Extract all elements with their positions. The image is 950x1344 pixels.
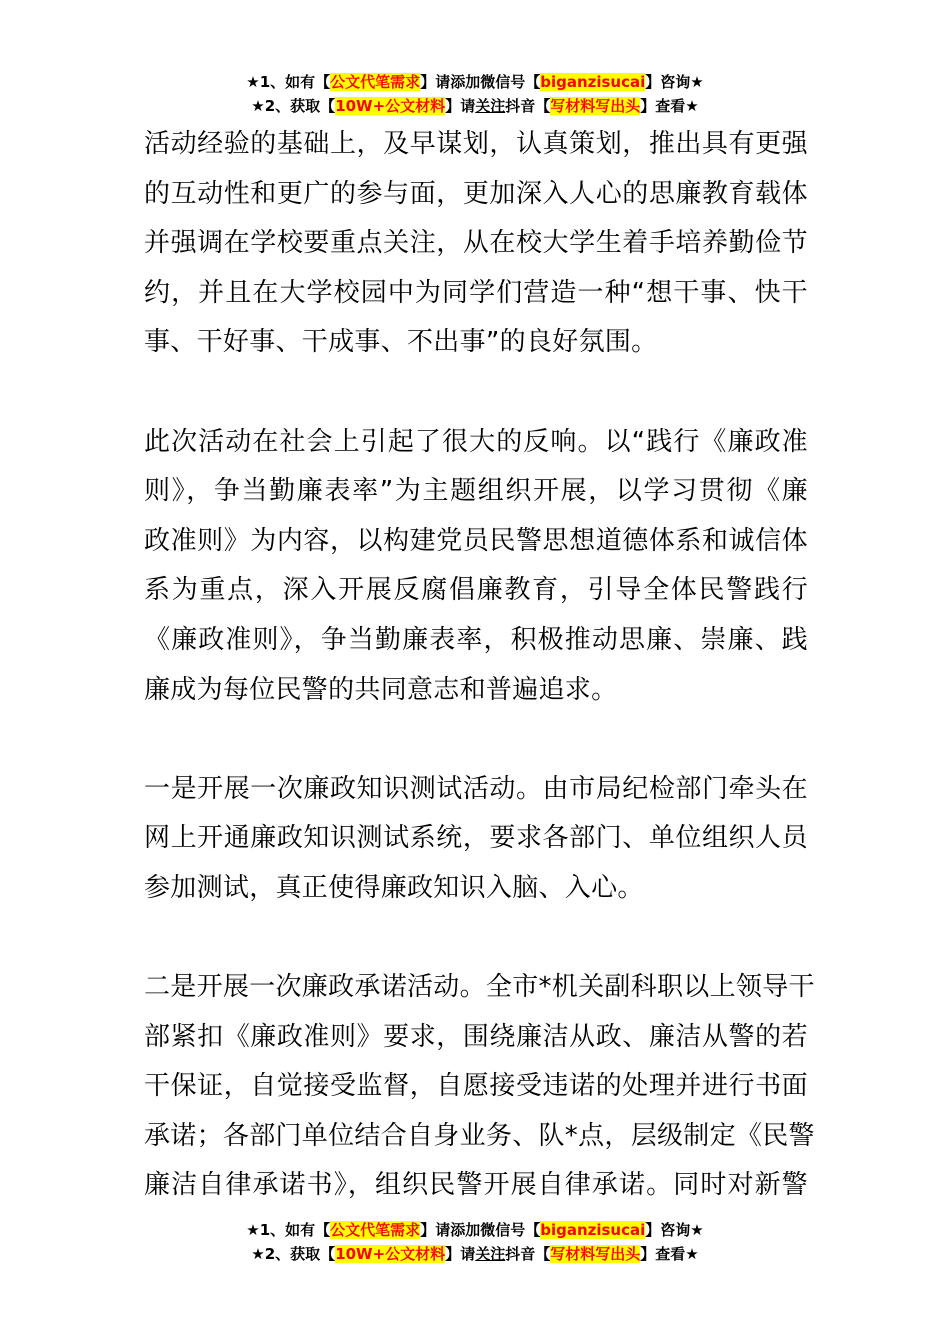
promo-highlight: 10W+公文材料 — [335, 1245, 446, 1263]
text-line: 系为重点，深入开展反腐倡廉教育，引导全体民警践行 — [144, 575, 808, 606]
promo-highlight: 公文代笔需求 — [330, 1221, 421, 1239]
text-line: 《廉政准则》，争当勤廉表率，积极推动思廉、崇廉、践 — [144, 624, 808, 655]
douyin-highlight: 写材料写出头 — [550, 1245, 641, 1263]
text-line: 干保证，自觉接受监督，自愿接受违诺的处理并进行书面 — [144, 1071, 808, 1102]
text-line: 廉洁自律承诺书》，组织民警开展自律承诺。同时对新警 — [144, 1170, 808, 1201]
follow-underlined: 关注 — [475, 97, 506, 115]
text-line: 廉成为每位民警的共同意志和普遍追求。 — [144, 674, 618, 705]
text-line: 一是开展一次廉政知识测试活动。由市局纪检部门牵头在 — [144, 773, 808, 804]
text-line: 参加测试，真正使得廉政知识入脑、入心。 — [144, 872, 644, 903]
paragraph — [144, 120, 808, 368]
promo-highlight: 公文代笔需求 — [330, 73, 421, 91]
text-line: 承诺；各部门单位结合自身业务、队*点，层级制定《民警 — [144, 1120, 815, 1151]
text-line: 则》，争当勤廉表率”为主题组织开展，以学习贯彻《廉 — [144, 476, 808, 507]
promo-line-2: ★2、获取【10W+公文材料】请关注抖音【写材料写出头】查看★ — [251, 97, 699, 115]
document-body — [144, 120, 815, 1261]
text-line: 二是开展一次廉政承诺活动。全市*机关副科职以上领导干 — [144, 972, 815, 1003]
text-line: 并强调在学校要重点关注，从在校大学生着手培养勤俭节 — [144, 228, 808, 259]
promo-highlight: 10W+公文材料 — [335, 97, 446, 115]
wechat-id-highlight: biganzisucai — [540, 73, 646, 91]
promo-line-1: ★1、如有【公文代笔需求】请添加微信号【biganzisucai】咨询★ — [246, 1221, 704, 1239]
follow-underlined: 关注 — [475, 1245, 506, 1263]
text-line: 部紧扣《廉政准则》要求，围绕廉洁从政、廉洁从警的若 — [144, 1021, 808, 1052]
text-line: 活动经验的基础上，及早谋划，认真策划，推出具有更强 — [144, 129, 808, 159]
promo-banner-top — [0, 70, 950, 118]
promo-line-1: ★1、如有【公文代笔需求】请添加微信号【biganzisucai】咨询★ — [246, 73, 704, 91]
text-line: 事、干好事、干成事、不出事”的良好氛围。 — [144, 327, 658, 358]
text-line: 网上开通廉政知识测试系统，要求各部门、单位组织人员 — [144, 823, 808, 854]
paragraph — [144, 418, 808, 716]
promo-line-2: ★2、获取【10W+公文材料】请关注抖音【写材料写出头】查看★ — [251, 1245, 699, 1263]
douyin-highlight: 写材料写出头 — [550, 97, 641, 115]
text-line: 的互动性和更广的参与面，更加深入人心的思廉教育载体 — [144, 178, 808, 209]
wechat-id-highlight: biganzisucai — [540, 1221, 646, 1239]
text-line: 此次活动在社会上引起了很大的反响。以“践行《廉政准 — [144, 426, 808, 457]
paragraph — [144, 765, 808, 914]
text-line: 政准则》为内容，以构建党员民警思想道德体系和诚信体 — [144, 525, 808, 556]
text-line: 约，并且在大学校园中为同学们营造一种“想干事、快干 — [144, 277, 808, 308]
paragraph — [144, 963, 815, 1211]
promo-banner-bottom — [0, 1218, 950, 1266]
